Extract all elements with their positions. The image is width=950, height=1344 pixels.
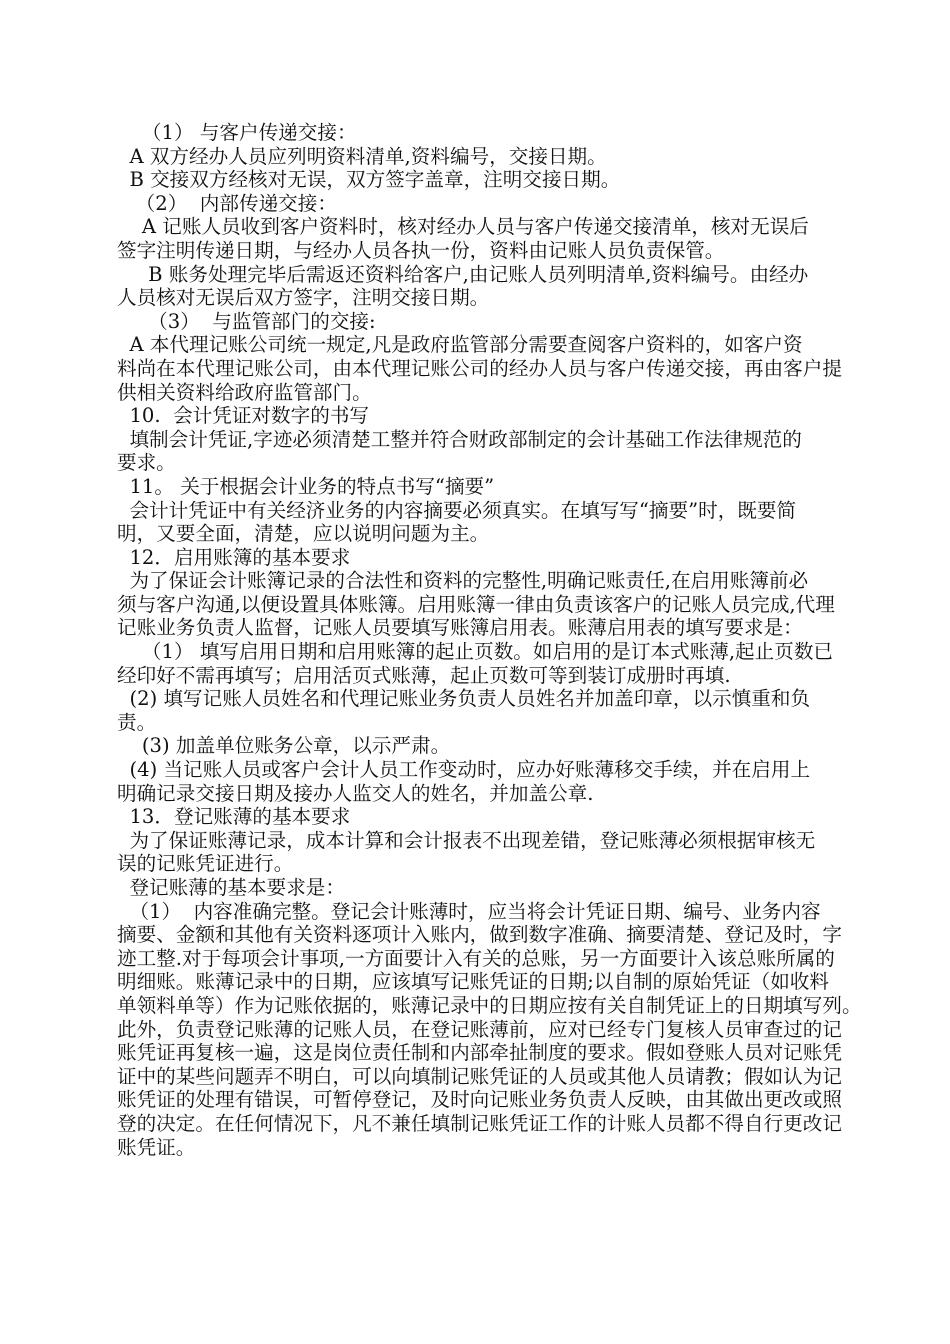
text-line: 12．启用账簿的基本要求 <box>117 545 351 569</box>
text-line: 供相关资料给政府监管部门。 <box>117 380 372 404</box>
text-line: 明确记录交接日期及接办人监交人的姓名，并加盖公章. <box>117 781 594 805</box>
text-line: 13．登记账薄的基本要求 <box>117 805 351 829</box>
text-line: (4) 当记账人员或客户会计人员工作变动时，应办好账薄移交手续，并在启用上 <box>117 758 811 782</box>
text-line: 责。 <box>117 710 157 734</box>
text-line: 要求。 <box>117 451 176 475</box>
text-line: （1） 内容准确完整。登记会计账薄时，应当将会计凭证日期、编号、业务内容 <box>117 899 821 923</box>
text-line: 迹工整.对于每项会计事项,一方面要计入有关的总账，另一方面要计入该总账所属的 <box>117 946 835 970</box>
text-line: 明，又要全面，清楚，应以说明问题为主。 <box>117 522 490 546</box>
text-line: (3) 加盖单位账务公章，以示严肃。 <box>117 734 451 758</box>
text-line: 登的决定。在任何情况下，凡不兼任填制记账凭证工作的计账人员都不得自行更改记 <box>117 1111 842 1135</box>
text-line: （3） 与监管部门的交接: <box>117 309 376 333</box>
text-line: （1） 填写启用日期和启用账簿的起止页数。如启用的是订本式账薄,起止页数已 <box>117 640 834 664</box>
text-line: A 本代理记账公司统一规定,凡是政府监管部分需要查阅客户资料的，如客户资 <box>117 333 803 357</box>
text-line: 账凭证再复核一遍，这是岗位责任制和内部牵扯制度的要求。假如登账人员对记账凭 <box>117 1041 842 1065</box>
text-line: 会计计凭证中有关经济业务的内容摘要必须真实。在填写写“摘要”时，既要简 <box>117 498 797 522</box>
text-line: 登记账薄的基本要求是： <box>117 876 345 899</box>
text-line: B 账务处理完毕后需返还资料给客户,由记账人员列明清单,资料编号。由经办 <box>117 262 809 286</box>
text-line: 11。 关于根据会计业务的特点书写“摘要” <box>117 474 495 498</box>
text-line: 此外，负责登记账薄的记账人员，在登记账薄前，应对已经专门复核人员审查过的记 <box>117 1017 842 1041</box>
text-line: 签字注明传递日期，与经办人员各执一份，资料由记账人员负责保管。 <box>117 238 725 262</box>
text-line: 10. 会计凭证对数字的书写 <box>117 404 370 428</box>
text-line: 料尚在本代理记账公司，由本代理记账公司的经办人员与客户传递交接，再由客户提 <box>117 356 842 380</box>
text-line: 误的记账凭证进行。 <box>117 852 294 876</box>
text-line: 明细账。账薄记录中的日期，应该填写记账凭证的日期;以自制的原始凭证（如收料 <box>117 970 829 994</box>
text-line: 记账业务负责人监督，记账人员要填写账簿启用表。账薄启用表的填写要求是： <box>117 616 803 640</box>
text-line: 须与客户沟通,以便设置具体账簿。启用账簿一律由负责该客户的记账人员完成,代理 <box>117 592 835 616</box>
text-line: (2) 填写记账人员姓名和代理记账业务负责人员姓名并加盖印章，以示慎重和负 <box>117 687 811 711</box>
text-line: 证中的某些问题弄不明白，可以向填制记账凭证的人员或其他人员请教；假如认为记 <box>117 1064 842 1088</box>
text-line: 填制会计凭证,字迹必须清楚工整并符合财政部制定的会计基础工作法律规范的 <box>117 427 802 451</box>
text-line: 单领料单等）作为记账依据的，账薄记录中的日期应按有关自制凭证上的日期填写列。 <box>117 993 862 1017</box>
text-line: （2） 内部传递交接： <box>117 191 337 215</box>
text-line: 为了保证会计账簿记录的合法性和资料的完整性,明确记账责任,在启用账簿前必 <box>117 569 809 593</box>
text-line: 经印好不需再填写；启用活页式账薄，起止页数可等到装订成册时再填. <box>117 663 731 687</box>
text-line: （1） 与客户传递交接： <box>117 121 357 144</box>
text-line: 人员核对无误后双方签字，注明交接日期。 <box>117 286 490 310</box>
text-line: A 记账人员收到客户资料时，核对经办人员与客户传递交接清单，核对无误后 <box>117 215 809 239</box>
document-body <box>117 121 912 1159</box>
text-line: B 交接双方经核对无误，双方签字盖章，注明交接日期。 <box>117 168 621 192</box>
text-line: 账凭证。 <box>117 1135 196 1159</box>
text-line: A 双方经办人员应列明资料清单,资料编号，交接日期。 <box>117 144 607 168</box>
text-line: 为了保证账薄记录，成本计算和会计报表不出现差错，登记账薄必须根据审核无 <box>117 828 816 852</box>
text-line: 账凭证的处理有错误，可暂停登记，及时向记账业务负责人反映，由其做出更改或照 <box>117 1088 842 1112</box>
text-line: 摘要、金额和其他有关资料逐项计入账内，做到数字准确、摘要清楚、登记及时，字 <box>117 923 842 947</box>
